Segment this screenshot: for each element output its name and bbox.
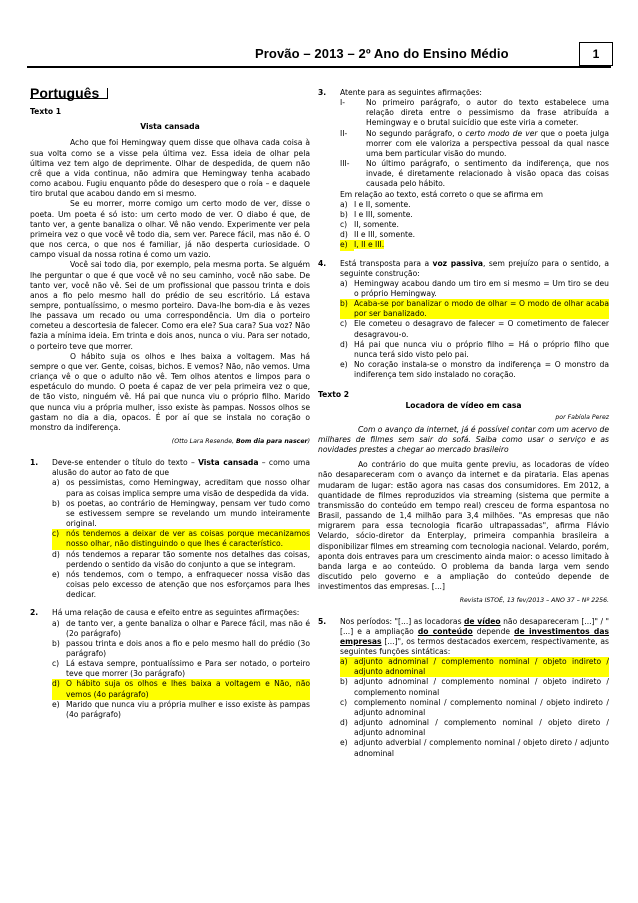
page-number: 1 xyxy=(579,42,613,66)
option-d[interactable]: d) adjunto adnominal / complemento nominal / objeto direto / adjunto adnominal xyxy=(340,718,609,738)
texto2-title: Locadora de vídeo em casa xyxy=(405,400,522,410)
option-e[interactable]: e) nós tendemos, com o tempo, a enfraquecer nossa visão das coisas pelo excesso de atenção que nos esforçamos para lhes dedicar. xyxy=(52,569,310,600)
texto2-lead: Com o avanço da internet, já é possível contar com um acervo de milhares de filmes sem sair do sofá. Saiba como usar o serviço e as novidades prestes a chegar ao mercado brasileiro xyxy=(318,424,609,455)
option-a[interactable]: a) Hemingway acabou dando um tiro em si mesmo = Um tiro se deu o próprio Hemingway. xyxy=(340,278,609,298)
texto1-title: Vista cansada xyxy=(140,122,200,132)
texto1-label: Texto 1 xyxy=(30,107,61,117)
question-stem: Atente para as seguintes afirmações: xyxy=(340,88,482,97)
option-a-highlighted[interactable]: a) adjunto adnominal / complemento nominal / objeto indireto / adjunto adnominal xyxy=(340,657,609,677)
option-a[interactable]: a) de tanto ver, a gente banaliza o olhar e Parece fácil, mas não é (2o parágrafo) xyxy=(52,618,310,638)
question-3 xyxy=(318,88,609,251)
option-c[interactable]: c) Lá estava sempre, pontualíssimo e Para ser notado, o porteiro teve que morrer (3o parágrafo) xyxy=(52,659,310,679)
question-number: 3. xyxy=(318,88,327,97)
question-stem: Há uma relação de causa e efeito entre as seguintes afirmações: xyxy=(52,608,300,618)
option-b[interactable]: b) I e III, somente. xyxy=(340,209,413,219)
texto2-label: Texto 2 xyxy=(318,390,349,400)
source-book: Bom dia para nascer xyxy=(235,438,308,445)
statement-3: III- No último parágrafo, o sentimento da indiferença, que nos invade, é diretamente relacionado à visão opaca das coisas causada pelo hábito. xyxy=(340,159,609,189)
option-c[interactable]: c) complemento nominal / complemento nominal / objeto indireto / adjunto adnominal xyxy=(340,697,609,717)
texto2-author: por Fabíola Perez xyxy=(555,413,609,421)
left-column xyxy=(30,78,310,720)
question-stem: Deve-se entender o título do texto – Vista cansada – como uma alusão do autor ao fato de que xyxy=(52,458,310,478)
texto1-paragraph-2: Se eu morrer, morre comigo um certo modo de ver, disse o poeta. Um poeta é só isto: um certo modo de ver. O diabo é que, de tanto ver, a gente banaliza o olhar. Vê não vendo. Experimente ver pela primeira vez o que você vê todo dia, sem ver. Parece fácil, mas não é. O que nos cerca, o que nos é familiar, já não desperta curiosidade. O campo visual da nossa rotina é como um vazio. xyxy=(30,199,310,260)
option-c[interactable]: c) II, somente. xyxy=(340,220,399,230)
source-author: (Otto Lara Resende, xyxy=(171,438,236,445)
option-b[interactable]: b) passou trinta e dois anos a fio e pelo mesmo hall do prédio (3o parágrafo) xyxy=(52,638,310,658)
option-a[interactable]: a) os pessimistas, como Hemingway, acreditam que nosso olhar para as coisas implica sempre uma visão de despedida da vida. xyxy=(52,478,310,498)
header-rule xyxy=(27,66,611,68)
question-stem: Nos períodos: "[...] as locadoras de vídeo não desapareceram [...]" / "[...] e a ampliação do conteúdo depende de investimentos das empresas [...]", os termos destacados exercem, respectivamente, as seguintes funções sintáticas: xyxy=(340,616,610,656)
texto1-paragraph-4: O hábito suja os olhos e lhes baixa a voltagem. Mas há sempre o que ver. Gente, coisas, bichos. E vemos? Não, não vemos. Uma criança vê o que o adulto não vê. Tem olhos atentos e limpos para o espetáculo do mundo. O poeta é capaz de ver pela primeira vez o que, de tão visto, ninguém vê. Há pai que nunca viu o próprio filho. Marido que nunca viu a própria mulher, isso existe às pampas. Nossos olhos se gastam no dia a dia, opacos. É por aí que se instala no coração o monstro da indiferença. xyxy=(30,351,310,432)
question-2 xyxy=(30,608,310,720)
source-end: ) xyxy=(307,438,310,445)
option-e[interactable]: e) adjunto adverbial / complemento nominal / objeto direto / adjunto adnominal xyxy=(340,738,609,758)
option-e[interactable]: e) Marido que nunca viu a própria mulher e isso existe às pampas (4o parágrafo) xyxy=(52,699,310,719)
statement-2: II- No segundo parágrafo, o certo modo de ver que o poeta julga morrer com ele valoriza a perspectiva pessoal da qual nasce uma bem particular visão do mundo. xyxy=(340,128,610,158)
page-header-title: Provão – 2013 – 2º Ano do Ensino Médio xyxy=(255,46,509,61)
option-e-highlighted[interactable]: e) I, II e III. xyxy=(340,240,385,250)
option-d[interactable]: d) II e III, somente. xyxy=(340,230,416,240)
texto2-body: Ao contrário do que muita gente previu, as locadoras de vídeo não desapareceram com o avanço da internet e da pirataria. Elas apenas mudaram de lugar: estão agora nas casas dos consumidores. Em 2012, a quantidade de filmes reproduzidos via streaming (sistema que permite a transmissão do conteúdo em tempo real) cresceu de forma espantosa no Brasil, passando de 1,4 milhão para 3,4 milhões. "As empresas que não migrarem para essa tecnologia ficarão ultrapassadas", afirma Flávio Velardo, sócio-diretor da Enterplay, primeira companhia brasileira a disponibilizar filmes em streaming com tecnologia nacional. Velardo, porém, aponta dois entraves para um crescimento ainda maior: o acesso limitado à banda larga e ao conteúdo. O problema da banda larga vem sendo discutido pelo governo e a ampliação do conteúdo depende de investimentos das empresas. [...] xyxy=(318,460,609,592)
question-stem: Está transposta para a voz passiva, sem prejuízo para o sentido, a seguinte construção: xyxy=(340,258,609,278)
option-d[interactable]: d) nós tendemos a reparar tão somente nos detalhes das coisas, perdendo o sentido da visão do conjunto a que se integram. xyxy=(52,549,310,569)
texto1-paragraph-3: Você sai todo dia, por exemplo, pela mesma porta. Se alguém lhe perguntar o que é que você vê no seu caminho, você não sabe. De tanto ver, você não vê. Sei de um profissional que passou trinta e dois anos a fio pelo mesmo hall do prédio de seu escritório. Lá estava sempre, pontualíssimo, o mesmo porteiro. Dava-lhe bom-dia e às vezes lhe passava um recado ou uma correspondência. Um dia o porteiro cometeu a descortesia de falecer. Como era ele? Sua cara? Sua voz? Não fazia a mínima ideia. Em trinta e dois anos, nunca o viu. Para ser notado, o porteiro teve que morrer. xyxy=(30,260,310,351)
question-number: 5. xyxy=(318,616,327,626)
right-column xyxy=(318,78,609,759)
question-number: 4. xyxy=(318,258,327,268)
statement-1: I- No primeiro parágrafo, o autor do texto estabelece uma relação direta entre o pessimismo da frase atribuída a Hemingway e o brutal suicídio que este viria a cometer. xyxy=(340,98,609,128)
option-c-highlighted[interactable]: c) nós tendemos a deixar de ver as coisas porque mecanizamos nosso olhar, não distinguindo o que lhes é característico. xyxy=(52,529,310,549)
option-c[interactable]: c) Ele cometeu o desagravo de falecer = O cometimento de falecer desagravou-o. xyxy=(340,319,609,339)
option-a[interactable]: a) I e II, somente. xyxy=(340,199,411,209)
texto2-source: Revista ISTOÉ, 13 fev/2013 – ANO 37 – Nº 2256. xyxy=(459,597,609,605)
texto1-source xyxy=(30,437,310,447)
question-1 xyxy=(30,458,310,600)
option-e[interactable]: e) No coração instala-se o monstro da indiferença = O monstro da indiferença tem sido instalado no coração. xyxy=(340,360,609,380)
question-4 xyxy=(318,259,609,381)
option-d[interactable]: d) Há pai que nunca viu o próprio filho = Há o próprio filho que nunca terá sido visto pelo pai. xyxy=(340,339,609,359)
question-number: 1. xyxy=(30,458,39,468)
texto1-paragraph-1: Acho que foi Hemingway quem disse que olhava cada coisa à sua volta como se a visse pela última vez. Essa ideia de olhar pela última vez tem algo de deprimente. Olhar de despedida, de quem não crê que a vida continua, não admira que Hemingway tenha acabado como acabou. Fugiu enquanto pôde do desespero que o roía – e daquele tiro brutal que acabou dando em si mesmo. xyxy=(30,138,310,199)
section-title: Português xyxy=(30,88,108,99)
question-lead: Em relação ao texto, está correto o que se afirma em xyxy=(340,189,543,199)
option-d-highlighted[interactable]: d) O hábito suja os olhos e lhes baixa a voltagem e Não, não vemos (4o parágrafo) xyxy=(52,679,310,699)
option-b[interactable]: b) adjunto adnominal / complemento nominal / objeto indireto / complemento nominal xyxy=(340,677,609,697)
option-b-highlighted[interactable]: b) Acaba-se por banalizar o modo de olhar = O modo de olhar acaba por ser banalizado. xyxy=(340,299,609,319)
question-number: 2. xyxy=(30,608,39,618)
option-b[interactable]: b) os poetas, ao contrário de Hemingway, pensam ver tudo como se estivessem sempre se revelando um mundo inteiramente original. xyxy=(52,498,310,529)
question-5 xyxy=(318,617,609,759)
